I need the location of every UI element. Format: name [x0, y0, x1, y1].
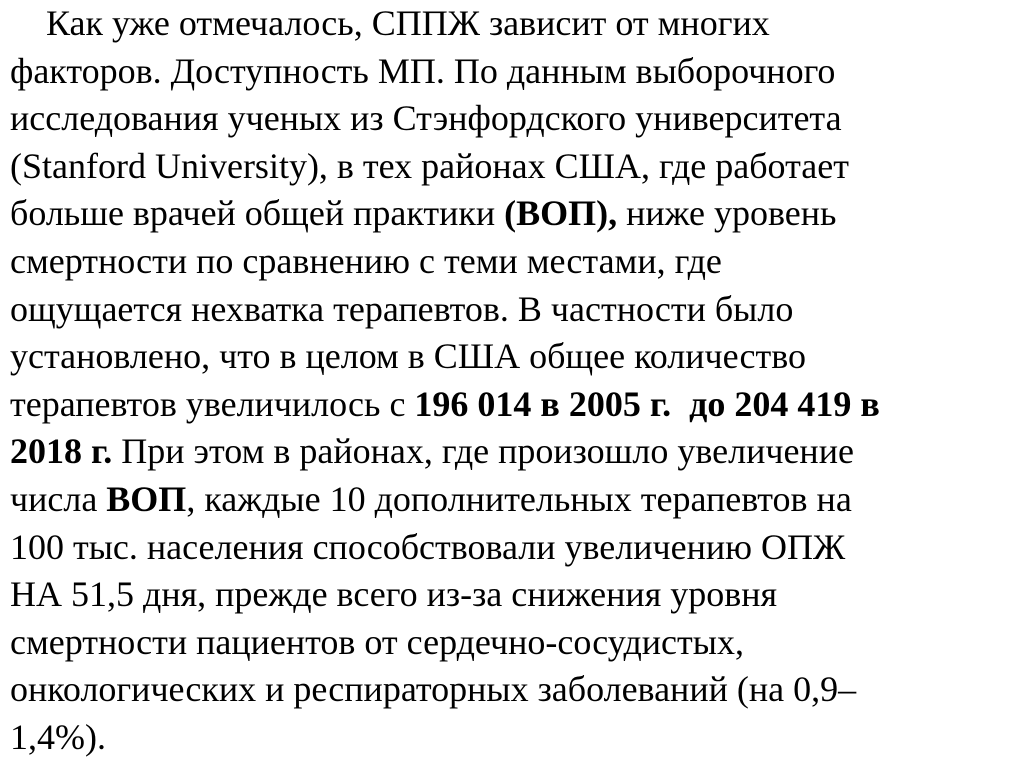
text-line-12 [10, 524, 1015, 572]
text-line-1 [10, 0, 1015, 48]
text-run: онкологических и респираторных заболеваний (на 0,9– [10, 669, 857, 710]
text-run: При этом в районах, где произошло увеличение [112, 431, 854, 472]
text-line-9 [10, 381, 1015, 429]
text-run: смертности по сравнению с теми местами, где [10, 240, 722, 281]
text-line-13 [10, 571, 1015, 619]
bold-run: 2018 г. [10, 431, 113, 472]
text-run: установлено, что в целом в США общее количество [10, 336, 806, 377]
text-line-10 [10, 428, 1015, 476]
bold-run: ВОП [106, 478, 187, 519]
text-run: исследования ученых из Стэнфордского университета [10, 98, 842, 139]
text-run: , каждые 10 дополнительных терапевтов на [186, 478, 852, 519]
text-run: НА 51,5 дня, прежде всего из-за снижения уровня [10, 574, 778, 615]
text-run: больше врачей общей практики [10, 193, 505, 234]
text-line-5 [10, 190, 1015, 238]
text-line-6 [10, 238, 1015, 286]
text-line-8 [10, 333, 1015, 381]
text-run: Как уже отмечалось, СППЖ зависит от многих [46, 3, 770, 43]
text-run: 1,4%). [10, 716, 106, 757]
text-run: числа [10, 478, 107, 519]
text-line-14 [10, 619, 1015, 667]
text-run: ощущается нехватка терапевтов. В частности было [10, 288, 794, 329]
text-line-3 [10, 95, 1015, 143]
body-paragraph [10, 0, 1015, 762]
text-run: факторов. Доступность МП. По данным выборочного [10, 50, 836, 91]
text-run: терапевтов увеличилось с [10, 383, 415, 424]
text-run: смертности пациентов от сердечно-сосудистых, [10, 621, 744, 662]
text-line-4 [10, 143, 1015, 191]
text-line-11 [10, 476, 1015, 524]
text-run: 100 тыс. населения способствовали увеличению ОПЖ [10, 526, 846, 567]
text-line-15 [10, 666, 1015, 714]
bold-run: 196 014 в 2005 г. до 204 419 в [414, 383, 880, 424]
text-line-16 [10, 714, 1015, 762]
text-run: ниже уровень [617, 193, 837, 234]
bold-run: (ВОП), [504, 193, 618, 234]
text-run: (Stanford University), в тех районах США, где работает [10, 145, 849, 186]
text-line-7 [10, 286, 1015, 334]
text-line-2 [10, 48, 1015, 96]
